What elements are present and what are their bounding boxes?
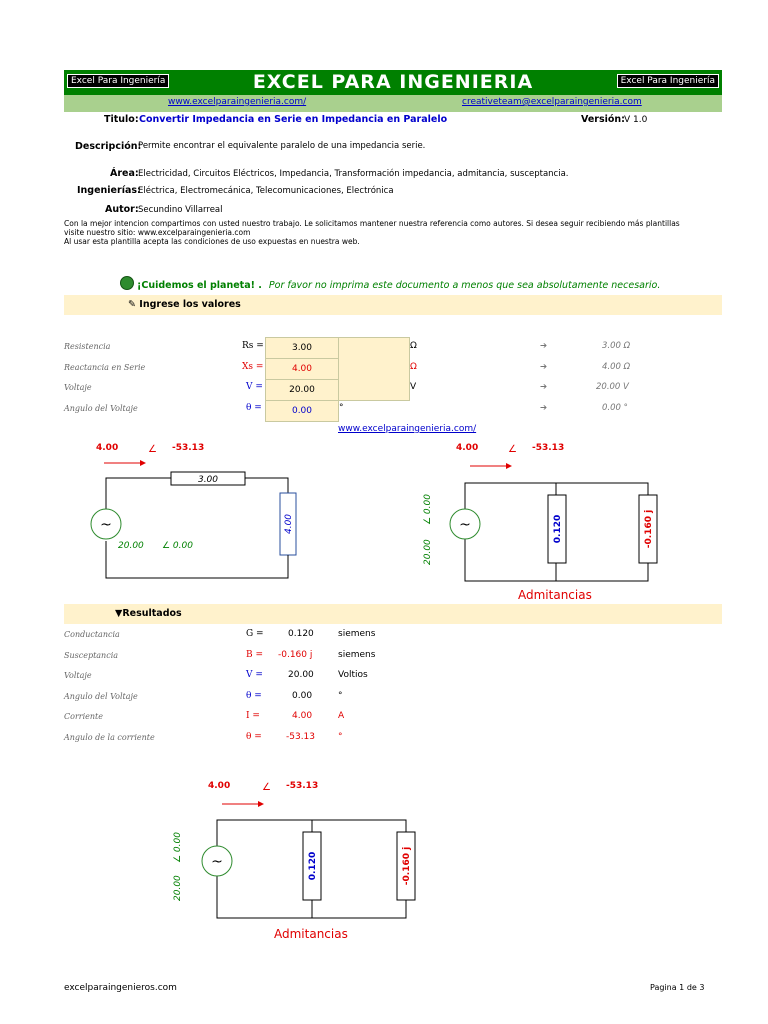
parallel-voltage-angle: ∠ 0.00 bbox=[423, 494, 433, 525]
current-arrow-icon bbox=[470, 463, 512, 469]
input-unit-rs: Ω bbox=[410, 341, 417, 351]
input-unit-xs: Ω bbox=[410, 362, 417, 372]
input-xs[interactable]: 4.00 bbox=[265, 358, 339, 380]
result-symbol-i: I = bbox=[246, 711, 260, 721]
header-badge-left: Excel Para Ingeniería bbox=[67, 74, 169, 88]
input-symbol-v: V = bbox=[246, 382, 263, 392]
inputs-section-title: ✎ Ingrese los valores bbox=[128, 299, 241, 310]
current-arrow-icon bbox=[104, 460, 146, 466]
input-label-resistencia: Resistencia bbox=[64, 342, 111, 351]
parallel-voltage: 20.00 bbox=[423, 539, 433, 565]
series-voltage-angle: ∠ 0.00 bbox=[162, 541, 193, 551]
link-bar bbox=[64, 95, 722, 112]
input-theta[interactable]: 0.00 bbox=[265, 400, 339, 422]
source-symbol: ~ bbox=[100, 517, 112, 533]
titulo-label: Titulo: bbox=[104, 114, 139, 125]
input-label-voltaje: Voltaje bbox=[64, 383, 92, 392]
series-voltage: 20.00 bbox=[118, 541, 144, 551]
planet-text: Por favor no imprima este documento a menos que sea absolutamente necesario. bbox=[268, 280, 661, 291]
funnel-icon: ▼ bbox=[115, 608, 123, 619]
result-value-v: 20.00 bbox=[288, 670, 314, 680]
result-unit-v: Voltios bbox=[338, 670, 368, 680]
series-resistor-value: 3.00 bbox=[197, 475, 219, 485]
result-label-angulo-voltaje: Angulo del Voltaje bbox=[64, 692, 138, 701]
ingenierias-label: Ingenierías: bbox=[77, 185, 141, 196]
result-rs: 3.00 Ω bbox=[602, 341, 631, 351]
source-symbol: ~ bbox=[459, 517, 471, 533]
globe-icon bbox=[120, 276, 134, 290]
bottom-conductance: 0.120 bbox=[308, 851, 318, 881]
arrow-icon: ➔ bbox=[540, 341, 548, 351]
footer-site: excelparaingenieros.com bbox=[64, 983, 177, 993]
result-symbol-v: V = bbox=[246, 670, 263, 680]
version-value: V 1.0 bbox=[624, 115, 648, 125]
result-label-conductancia: Conductancia bbox=[64, 630, 120, 639]
input-symbol-theta: θ = bbox=[246, 403, 262, 413]
results-section-header bbox=[64, 604, 722, 624]
inputs-section-header bbox=[64, 295, 722, 315]
notice-line-1: Con la mejor intencion compartimos con usted nuestro trabajo. Le solicitamos mantener nuestra referencia como autores. Si desea seguir recibiendo más plantillas bbox=[64, 219, 680, 228]
usage-notice bbox=[64, 219, 724, 246]
descripcion-label: Descripción: bbox=[75, 141, 142, 152]
bottom-voltage: 20.00 bbox=[173, 875, 183, 901]
area-value: Electricidad, Circuitos Eléctricos, Impedancia, Transformación impedancia, admitancia, susceptancia. bbox=[138, 169, 569, 179]
inputs-table bbox=[64, 337, 724, 421]
area-label: Área: bbox=[110, 168, 139, 179]
header-banner bbox=[64, 70, 722, 95]
notice-line-3: Al usar esta plantilla acepta las condiciones de uso expuestas en nuestra web. bbox=[64, 237, 360, 246]
result-symbol-b: B = bbox=[246, 650, 264, 660]
results-section-title: ▼Resultados bbox=[115, 608, 182, 619]
bottom-susceptance: -0.160 j bbox=[402, 846, 412, 886]
result-value-i: 4.00 bbox=[292, 711, 313, 721]
website-link[interactable]: www.excelparaingenieria.com/ bbox=[168, 97, 307, 107]
result-value-theta-i: -53.13 bbox=[286, 732, 316, 742]
angle-icon: ∠ bbox=[148, 444, 157, 455]
pencil-icon: ✎ bbox=[128, 299, 140, 310]
series-circuit bbox=[80, 435, 320, 585]
results-table bbox=[64, 628, 724, 748]
arrow-icon: ➔ bbox=[540, 362, 548, 372]
admitancias-caption: Admitancias bbox=[274, 927, 348, 941]
result-theta: 0.00 ° bbox=[602, 403, 628, 413]
footer-page: Pagina 1 de 3 bbox=[650, 983, 705, 992]
parallel-current-angle: -53.13 bbox=[532, 443, 565, 453]
series-current-angle: -53.13 bbox=[172, 443, 205, 453]
result-value-g: 0.120 bbox=[288, 629, 314, 639]
current-arrow-icon bbox=[222, 801, 264, 807]
series-reactance-value: 4.00 bbox=[284, 513, 294, 535]
input-v[interactable]: 20.00 bbox=[265, 379, 339, 401]
result-unit-i: A bbox=[338, 711, 345, 721]
input-symbol-xs: Xs = bbox=[242, 362, 264, 372]
arrow-icon: ➔ bbox=[540, 382, 548, 392]
parallel-conductance: 0.120 bbox=[553, 514, 563, 544]
result-v: 20.00 V bbox=[596, 382, 629, 392]
result-xs: 4.00 Ω bbox=[602, 362, 631, 372]
planet-bold: ¡Cuidemos el planeta! . bbox=[137, 280, 262, 291]
result-symbol-theta-v: θ = bbox=[246, 691, 262, 701]
version-label: Versión: bbox=[581, 114, 625, 125]
input-rs[interactable]: 3.00 bbox=[265, 337, 339, 359]
angle-icon: ∠ bbox=[262, 782, 271, 793]
input-symbol-rs: Rs = bbox=[242, 341, 264, 351]
parallel-circuit-top bbox=[418, 435, 678, 605]
parallel-susceptance: -0.160 j bbox=[644, 509, 654, 549]
series-current: 4.00 bbox=[96, 443, 119, 453]
input-unit-column bbox=[338, 337, 410, 401]
notice-line-2: visite nuestro sitio: www.excelparaingenieria.com bbox=[64, 228, 251, 237]
angle-icon: ∠ bbox=[508, 444, 517, 455]
ingenierias-value: Eléctrica, Electromecánica, Telecomunicaciones, Electrónica bbox=[138, 186, 394, 196]
result-unit-theta-v: ° bbox=[338, 691, 343, 701]
admitancias-caption: Admitancias bbox=[518, 588, 592, 602]
header-badge-right: Excel Para Ingeniería bbox=[617, 74, 719, 88]
parallel-current: 4.00 bbox=[456, 443, 479, 453]
result-label-angulo-corriente: Angulo de la corriente bbox=[64, 733, 155, 742]
autor-value: Secundino Villarreal bbox=[138, 205, 223, 215]
bottom-voltage-angle: ∠ 0.00 bbox=[173, 832, 183, 863]
page-title: EXCEL PARA INGENIERIA bbox=[252, 71, 534, 93]
planet-notice bbox=[120, 276, 660, 291]
result-value-b: -0.160 j bbox=[278, 650, 313, 660]
email-link[interactable]: creativeteam@excelparaingenieria.com bbox=[462, 97, 642, 107]
website-link-mid[interactable]: www.excelparaingenieria.com/ bbox=[338, 424, 477, 434]
result-unit-theta-i: ° bbox=[338, 732, 343, 742]
result-label-voltaje: Voltaje bbox=[64, 671, 92, 680]
result-label-susceptancia: Susceptancia bbox=[64, 651, 119, 660]
autor-label: Autor: bbox=[105, 204, 139, 215]
arrow-icon: ➔ bbox=[540, 403, 548, 413]
bottom-current-angle: -53.13 bbox=[286, 781, 319, 791]
result-symbol-theta-i: θ = bbox=[246, 732, 262, 742]
titulo-value: Convertir Impedancia en Serie en Impedancia en Paralelo bbox=[139, 114, 448, 125]
input-label-reactancia: Reactancia en Serie bbox=[64, 363, 146, 372]
result-unit-b: siemens bbox=[338, 650, 376, 660]
input-unit-theta: ° bbox=[339, 403, 344, 413]
bottom-current: 4.00 bbox=[208, 781, 231, 791]
result-symbol-g: G = bbox=[246, 629, 264, 639]
input-label-angulo: Angulo del Voltaje bbox=[64, 404, 138, 413]
descripcion-value: Permite encontrar el equivalente paralelo de una impedancia serie. bbox=[138, 141, 426, 151]
result-unit-g: siemens bbox=[338, 629, 376, 639]
parallel-circuit-bottom bbox=[170, 775, 430, 945]
result-label-corriente: Corriente bbox=[64, 712, 103, 721]
result-value-theta-v: 0.00 bbox=[292, 691, 313, 701]
source-symbol: ~ bbox=[211, 854, 223, 870]
input-unit-v: V bbox=[410, 382, 417, 392]
